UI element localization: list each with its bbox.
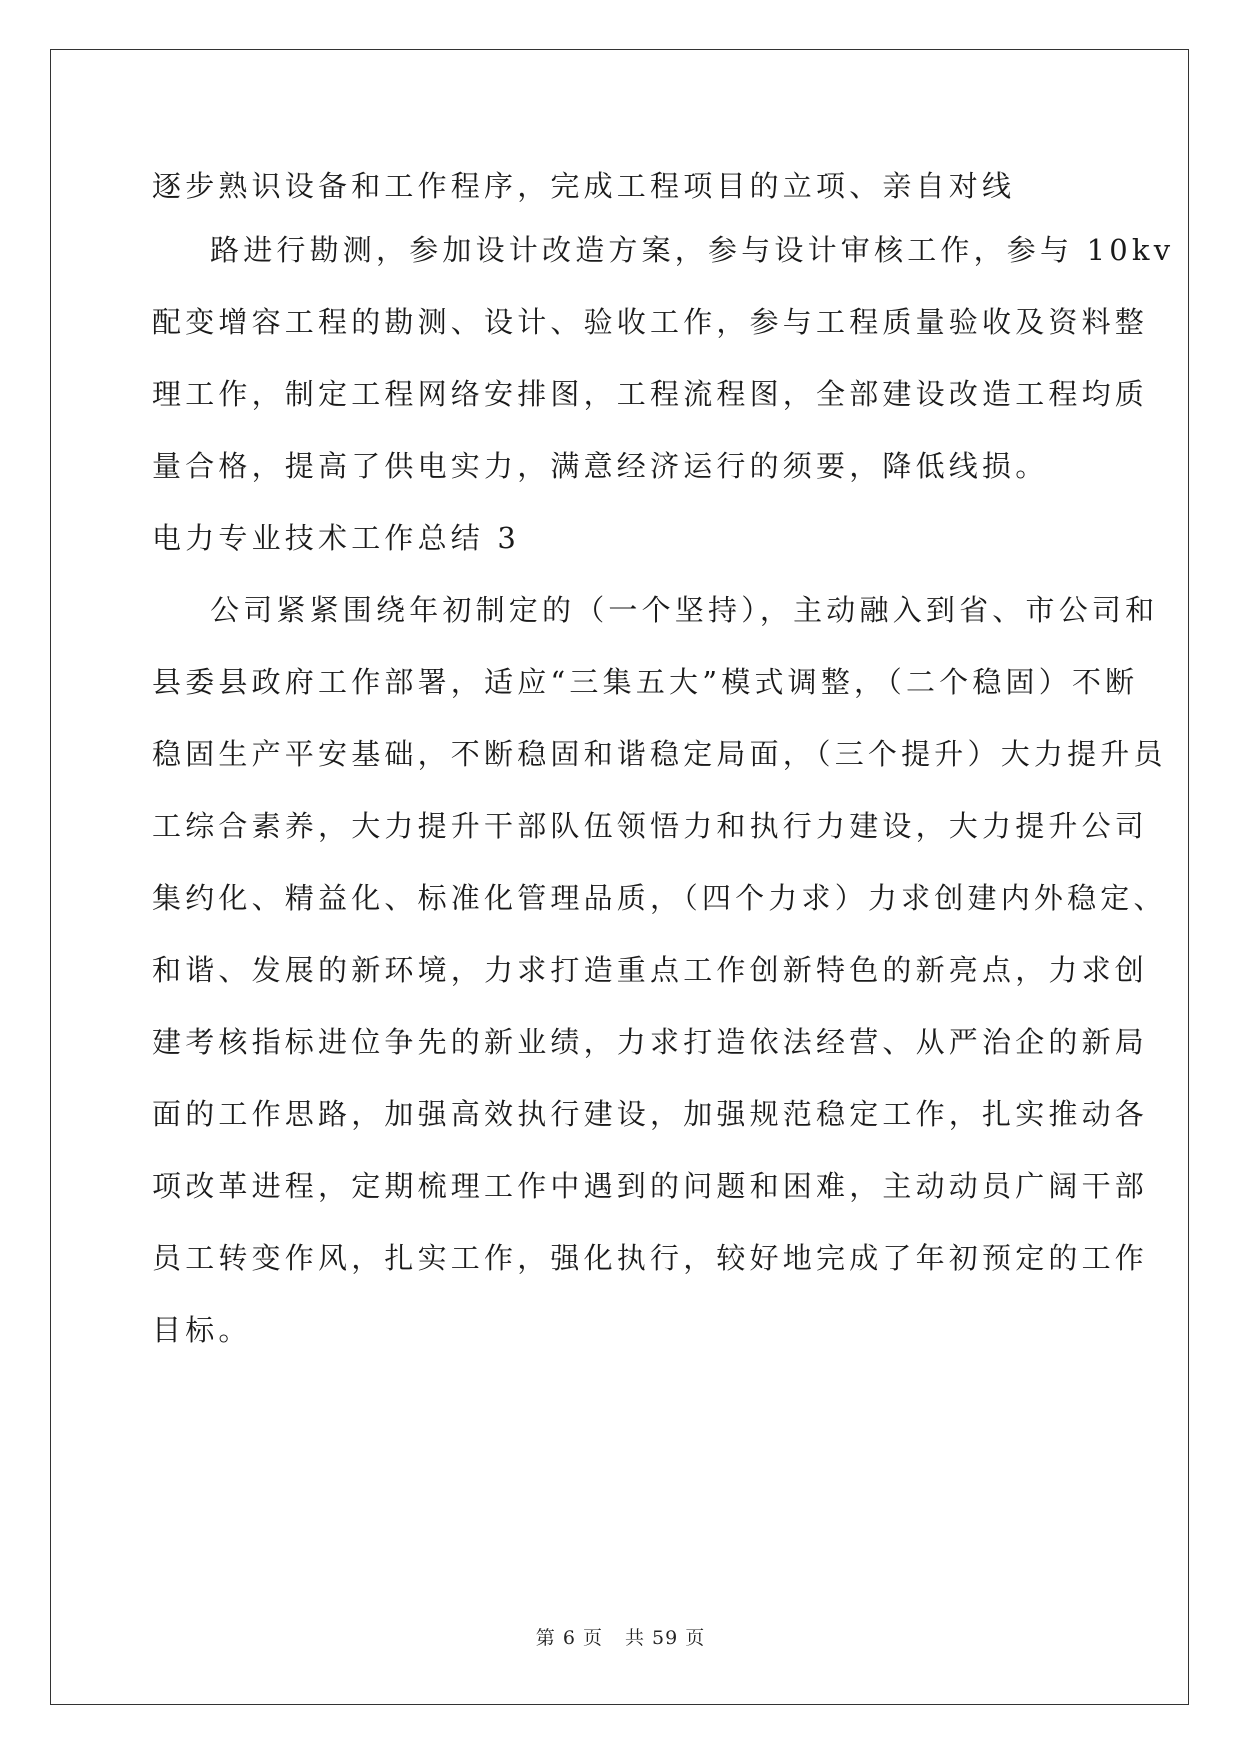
text-line: 县委县政府工作部署，适应“三集五大”模式调整，（二个稳固）不断 [152, 665, 1139, 699]
text-line: 逐步熟识设备和工作程序，完成工程项目的立项、亲自对线 [152, 169, 1016, 203]
text-line: 面的工作思路，加强高效执行建设，加强规范稳定工作，扎实推动各 [152, 1097, 1149, 1131]
text-line: 稳固生产平安基础，不断稳固和谐稳定局面，（三个提升）大力提升员 [152, 737, 1167, 771]
text-line: 目标。 [152, 1313, 252, 1347]
page-number: 第 6 页 [535, 1627, 603, 1649]
page-total: 共 59 页 [624, 1627, 706, 1649]
text-line: 建考核指标进位争先的新业绩，力求打造依法经营、从严治企的新局 [152, 1025, 1149, 1059]
text-line: 量合格，提高了供电实力，满意经济运行的须要，降低线损。 [152, 449, 1049, 483]
text-line: 公司紧紧围绕年初制定的（一个坚持），主动融入到省、市公司和 [210, 593, 1159, 627]
text-line: 员工转变作风，扎实工作，强化执行，较好地完成了年初预定的工作 [152, 1241, 1149, 1275]
page-border [50, 49, 1189, 1705]
text-line: 理工作，制定工程网络安排图，工程流程图，全部建设改造工程均质 [152, 377, 1149, 411]
text-line: 项改革进程，定期梳理工作中遇到的问题和困难，主动动员广阔干部 [152, 1169, 1149, 1203]
page-footer [0, 1623, 1241, 1650]
section-heading: 电力专业技术工作总结 3 [152, 521, 521, 555]
text-line: 集约化、精益化、标准化管理品质，（四个力求）力求创建内外稳定、 [152, 881, 1167, 915]
text-line: 配变增容工程的勘测、设计、验收工作，参与工程质量验收及资料整 [152, 305, 1149, 339]
text-line: 和谐、发展的新环境，力求打造重点工作创新特色的新亮点，力求创 [152, 953, 1149, 987]
text-line: 路进行勘测，参加设计改造方案，参与设计审核工作，参与 10kv [210, 233, 1175, 267]
text-line: 工综合素养，大力提升干部队伍领悟力和执行力建设，大力提升公司 [152, 809, 1149, 843]
